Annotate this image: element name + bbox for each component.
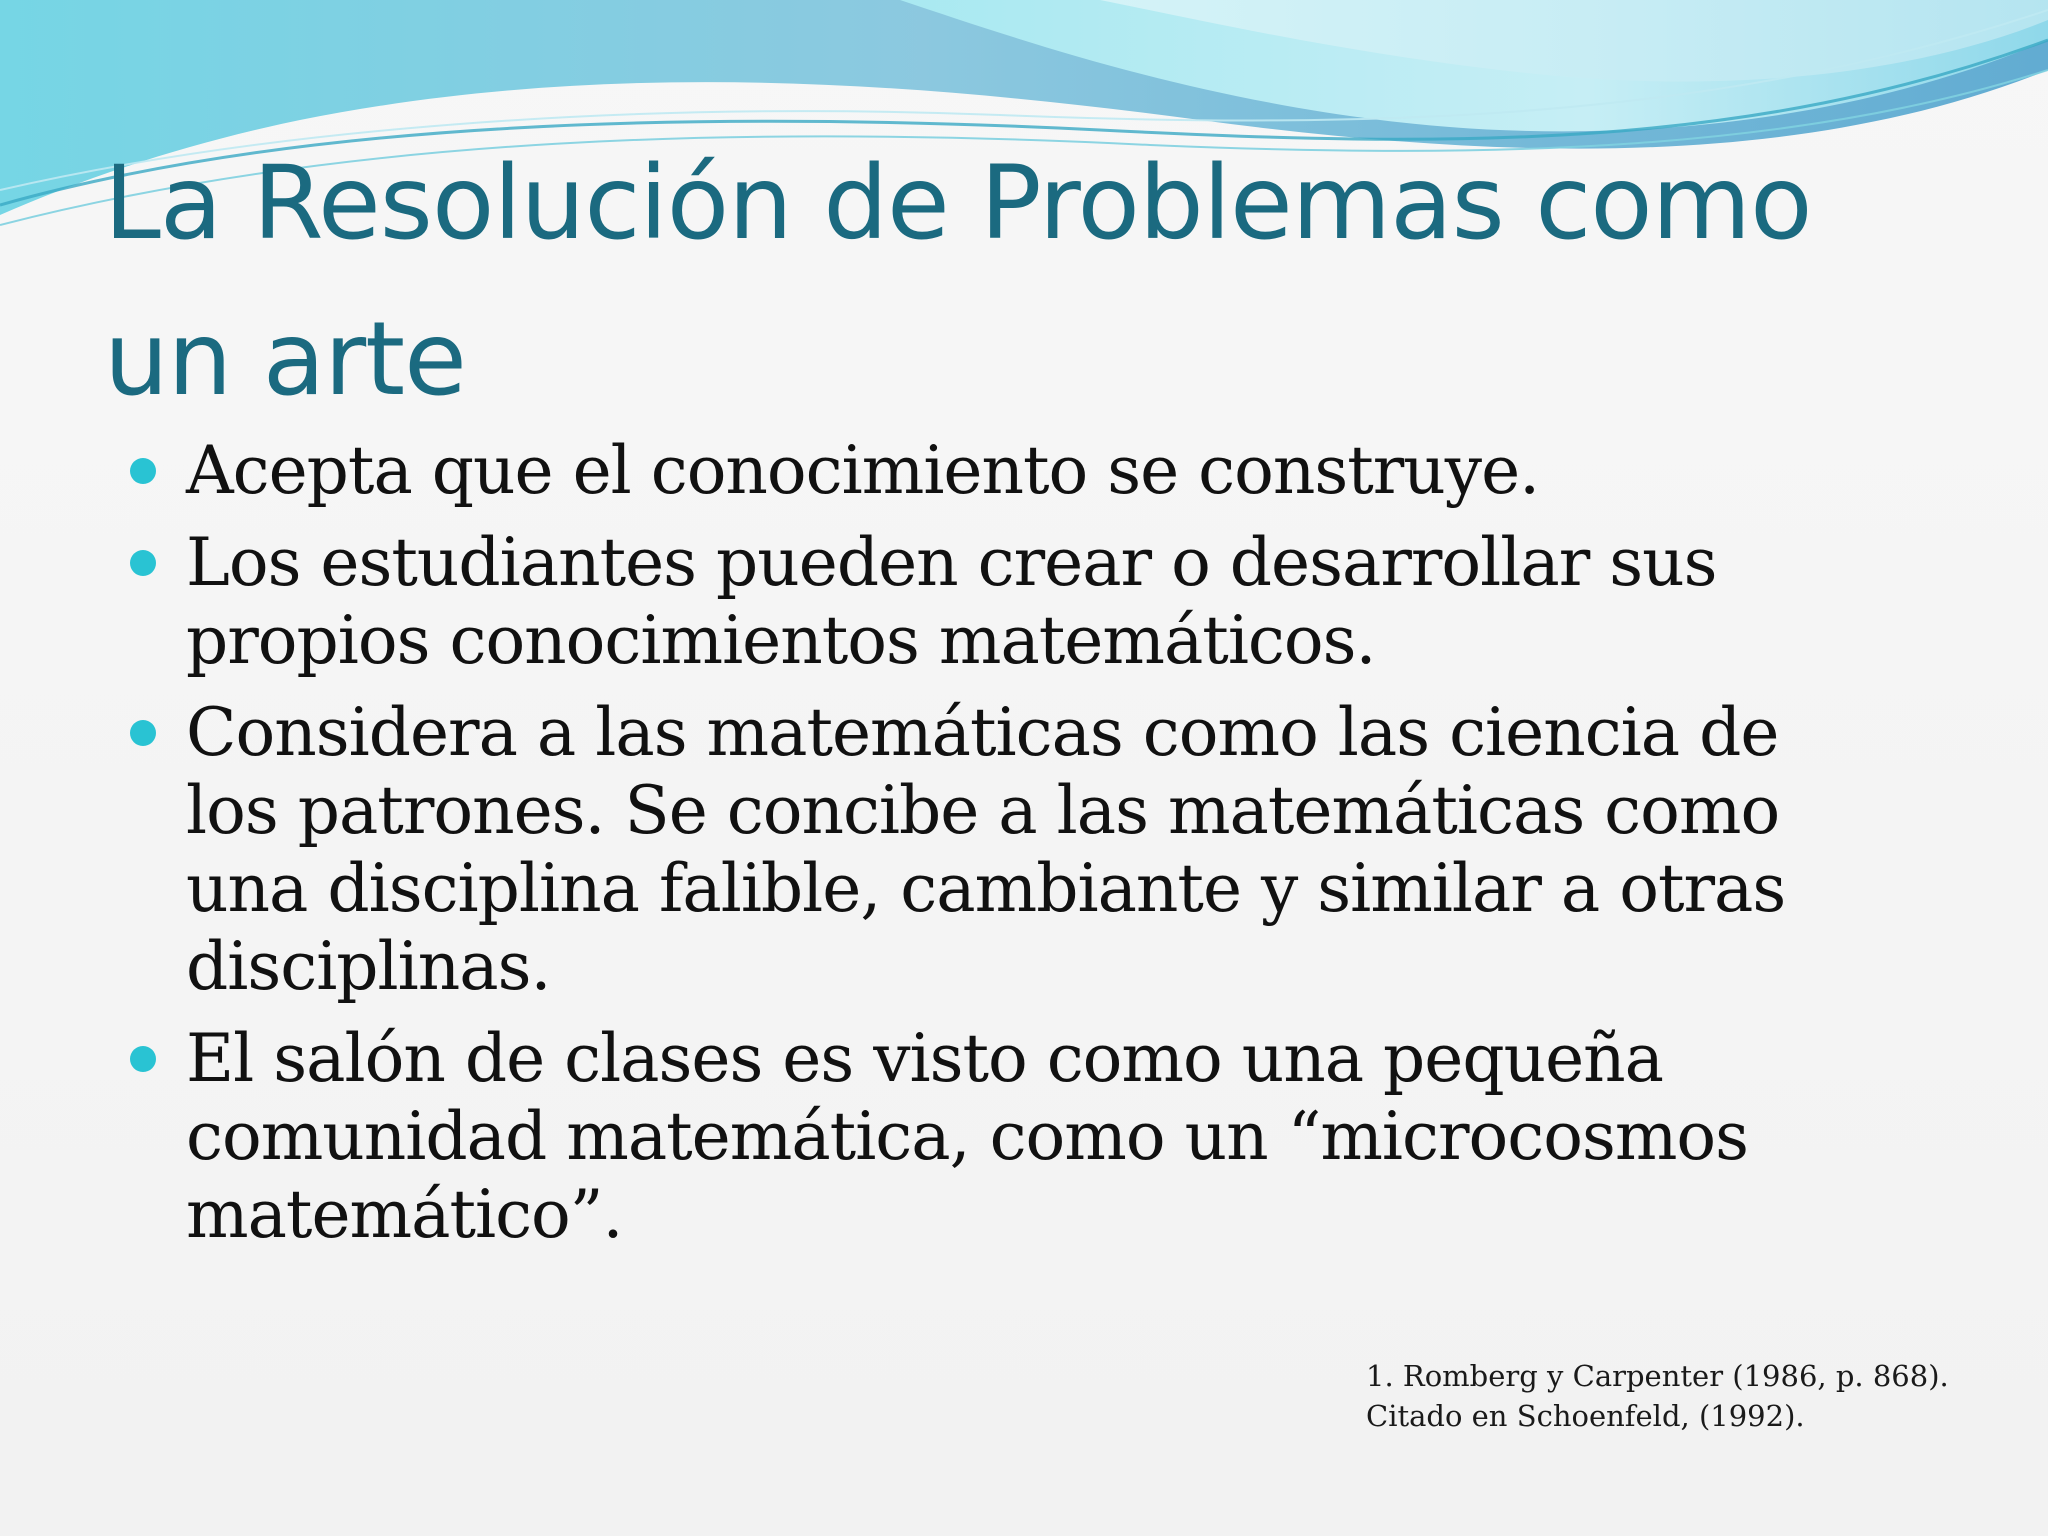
bullet-line: matemático”. [186, 1176, 623, 1253]
bullet-line: Considera a las matemáticas como las ciencia de [186, 694, 1779, 771]
bullet-list [130, 432, 1890, 1268]
bullet-text [186, 694, 1890, 1006]
slide-title-line: La Resolución de Problemas como [104, 144, 1812, 263]
bullet-dot-icon [130, 458, 156, 484]
bullet-line: El salón de clases es visto como una pequeña [186, 1020, 1664, 1097]
bullet-item [130, 1020, 1890, 1254]
bullet-dot-icon [130, 1046, 156, 1072]
citation-line: 1. Romberg y Carpenter (1986, p. 868). [1366, 1359, 1949, 1393]
citation [1366, 1356, 2006, 1436]
bullet-line: Los estudiantes pueden crear o desarrollar sus [186, 524, 1717, 601]
bullet-line: propios conocimientos matemáticos. [186, 602, 1376, 679]
bullet-item [130, 524, 1890, 680]
bullet-line: una disciplina falible, cambiante y similar a otras [186, 850, 1786, 927]
bullet-text [186, 432, 1890, 510]
slide-title-line: un arte [104, 300, 466, 419]
bullet-line: disciplinas. [186, 928, 551, 1005]
bullet-dot-icon [130, 720, 156, 746]
bullet-item [130, 432, 1890, 510]
bullet-line: Acepta que el conocimiento se construye. [186, 432, 1540, 509]
bullet-line: los patrones. Se concibe a las matemáticas como [186, 772, 1780, 849]
slide-title [104, 126, 1964, 438]
bullet-item [130, 694, 1890, 1006]
citation-line: Citado en Schoenfeld, (1992). [1366, 1399, 1805, 1433]
bullet-dot-icon [130, 550, 156, 576]
bullet-line: comunidad matemática, como un “microcosmos [186, 1098, 1749, 1175]
bullet-text [186, 1020, 1890, 1254]
bullet-text [186, 524, 1890, 680]
